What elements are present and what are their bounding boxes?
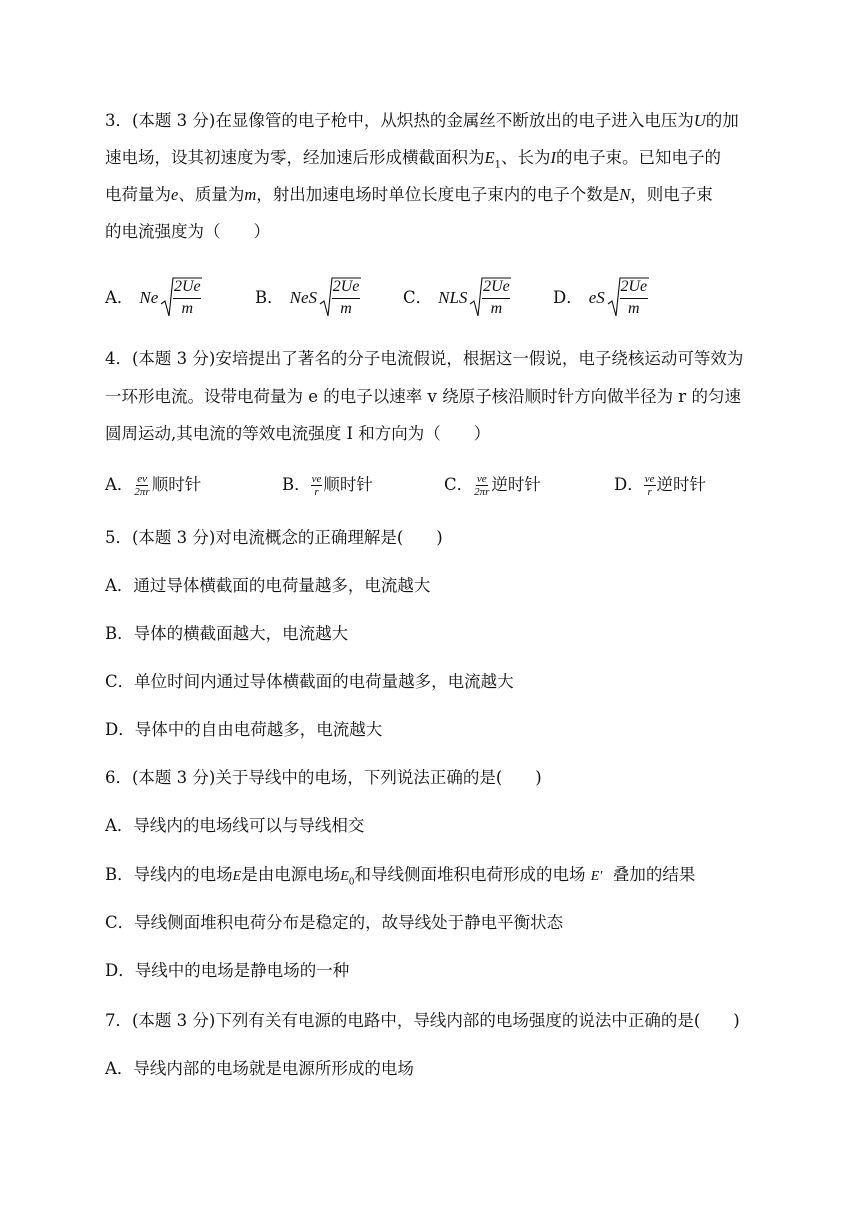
option-text: 逆时针	[656, 475, 706, 494]
q4-option-a[interactable]	[105, 473, 201, 498]
q6-option-d[interactable]	[105, 960, 765, 982]
q6-option-a[interactable]	[105, 815, 765, 837]
fraction-denominator: 2πr	[474, 486, 490, 498]
fraction-numerator: ev	[137, 473, 147, 485]
q7-option-a[interactable]	[105, 1058, 765, 1080]
option-text: D．导体中的自由电荷越多，电流越大	[105, 720, 383, 739]
fraction-numerator: ve	[644, 473, 655, 485]
q4-text: 圆周运动,其电流的等效电流强度 I 和方向为（ ）	[105, 424, 491, 443]
sqrt-numerator: 2Ue	[483, 278, 510, 295]
fraction-denominator: r	[314, 486, 319, 498]
var-E-prime: E′	[590, 869, 603, 884]
option-text: B．导体的横截面越大，电流越大	[105, 624, 349, 643]
q5-option-c[interactable]	[105, 671, 765, 693]
sqrt-numerator: 2Ue	[620, 278, 648, 295]
var-E1: E	[484, 148, 495, 167]
q3-text: 、长为	[500, 148, 551, 167]
sqrt-denominator: m	[181, 300, 194, 317]
fraction-denominator: r	[647, 486, 652, 498]
fraction	[311, 473, 323, 498]
var-E: E	[232, 869, 242, 884]
q3-line-2	[105, 147, 765, 176]
q4-line-3	[105, 423, 765, 445]
q3-line-1	[105, 110, 765, 132]
option-text: 和导线侧面堆积电荷形成的电场	[354, 865, 586, 884]
option-text: B．导线内的电场	[105, 865, 233, 884]
option-label: C．	[444, 475, 474, 494]
fraction-bar	[620, 298, 648, 299]
q6-text: 6．(本题 3 分)关于导线中的电场，下列说法正确的是( )	[105, 768, 542, 787]
q3-text: 3．(本题 3 分)在显像管的电子枪中，从炽热的金属丝不断放出的电子进入电压为	[105, 111, 694, 130]
option-label: D．	[553, 288, 583, 307]
option-coef: NLS	[438, 288, 468, 307]
option-text: C．导线侧面堆积电荷分布是稳定的，故导线处于静电平衡状态	[105, 913, 564, 932]
q7-text: 7．(本题 3 分)下列有关有电源的电路中，导线内部的电场强度的说法中正确的是( )	[105, 1011, 740, 1030]
q4-line-1	[105, 348, 765, 370]
q4-line-2	[105, 386, 765, 408]
q3-option-b[interactable]	[255, 276, 361, 320]
q3-text: 的电子束。已知电子的	[555, 148, 721, 167]
q3-option-c[interactable]	[403, 276, 511, 320]
q3-text-tail: 的加	[705, 111, 739, 130]
option-text: 逆时针	[491, 475, 541, 494]
q4-text: 4．(本题 3 分)安培提出了著名的分子电流假说，根据这一假说，电子绕核运动可等效为	[105, 349, 744, 368]
fraction	[644, 473, 656, 498]
sqrt-denominator: m	[340, 300, 352, 317]
fraction-bar	[332, 298, 360, 299]
q4-option-b[interactable]	[282, 473, 373, 498]
sqrt-expression	[607, 276, 649, 320]
q3-line-3	[105, 184, 765, 206]
fraction-bar	[482, 298, 510, 299]
sqrt-expression	[160, 276, 202, 320]
var-E0: E	[340, 869, 349, 884]
q6-stem	[105, 767, 765, 789]
q3-line-4	[105, 221, 765, 243]
fraction-denominator: 2πr	[134, 486, 150, 498]
option-coef: eS	[588, 288, 605, 307]
option-coef: NeS	[289, 288, 318, 307]
var-U: U	[693, 111, 706, 130]
q5-option-d[interactable]	[105, 719, 765, 741]
option-label: B．	[282, 475, 311, 494]
q4-option-d[interactable]	[614, 473, 706, 498]
q3-text: ，射出加速电场时单位长度电子束内的电子个数是	[256, 185, 620, 204]
var-I: I	[550, 148, 556, 167]
q3-text: 速电场，设其初速度为零，经加速后形成横截面积为	[105, 148, 485, 167]
option-text: 顺时针	[151, 475, 202, 494]
option-text: D．导线中的电场是静电场的一种	[105, 961, 350, 980]
q3-text: 、质量为	[178, 185, 245, 204]
q5-text: 5．(本题 3 分)对电流概念的正确理解是( )	[105, 528, 443, 547]
option-text: A．导线内的电场线可以与导线相交	[105, 816, 365, 835]
q5-stem	[105, 527, 765, 549]
q3-text: 的电流强度为（ ）	[105, 222, 270, 241]
q3-text: ，则电子束	[630, 185, 713, 204]
sqrt-expression	[469, 276, 511, 320]
q5-option-b[interactable]	[105, 623, 765, 645]
fraction-numerator: ve	[476, 473, 487, 485]
option-text: 叠加的结果	[612, 865, 696, 884]
option-text: 顺时针	[323, 475, 373, 494]
sqrt-numerator: 2Ue	[332, 278, 360, 295]
option-text: A．导线内部的电场就是电源所形成的电场	[105, 1059, 414, 1078]
fraction-bar	[173, 298, 201, 299]
option-text: 是由电源电场	[241, 865, 341, 884]
var-E0-sub: 0	[348, 877, 355, 888]
q6-option-b[interactable]	[105, 864, 765, 893]
option-text: A．通过导体横截面的电荷量越多，电流越大	[105, 576, 431, 595]
q3-option-d[interactable]	[553, 276, 649, 320]
option-label: A．	[105, 475, 134, 494]
sqrt-numerator: 2Ue	[173, 278, 201, 295]
option-text: C．单位时间内通过导体横截面的电荷量越多，电流越大	[105, 672, 514, 691]
q5-option-a[interactable]	[105, 575, 765, 597]
var-m: m	[244, 185, 257, 204]
q6-option-c[interactable]	[105, 912, 765, 934]
var-N: N	[619, 185, 631, 204]
q3-option-a[interactable]	[105, 276, 202, 320]
sqrt-denominator: m	[628, 300, 640, 317]
q7-stem	[105, 1010, 765, 1032]
fraction-numerator: ve	[311, 473, 322, 485]
option-label: C．	[403, 288, 433, 307]
q3-text: 电荷量为	[105, 185, 171, 204]
q4-text: 一环形电流。设带电荷量为 e 的电子以速率 v 绕原子核沿顺时针方向做半径为 r 的匀速	[105, 387, 741, 406]
option-label: A．	[105, 288, 134, 307]
option-label: B．	[255, 288, 284, 307]
sqrt-denominator: m	[490, 300, 503, 317]
sqrt-expression	[319, 276, 361, 320]
var-E1-sub: 1	[494, 159, 501, 171]
option-coef: Ne	[139, 288, 159, 307]
fraction	[133, 473, 150, 498]
var-e: e	[171, 185, 179, 204]
option-label: D．	[614, 475, 644, 494]
q4-option-c[interactable]	[444, 473, 541, 498]
fraction	[473, 473, 490, 498]
